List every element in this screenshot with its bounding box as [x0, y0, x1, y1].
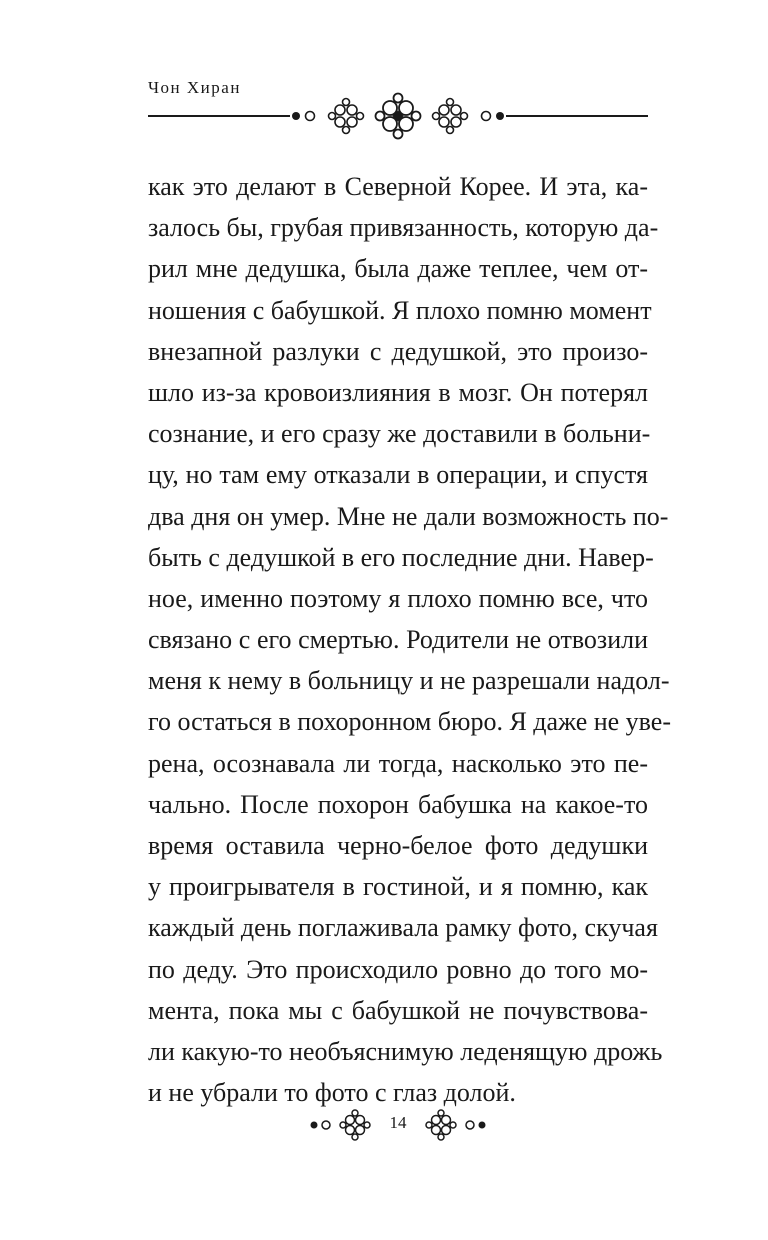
text-line: у проигрывателя в гостиной, и я помню, как: [148, 872, 648, 902]
text-line: как это делают в Северной Корее. И эта, ка-: [148, 172, 648, 201]
text-line: рена, осознавала ли тогда, насколько это пе-: [148, 748, 648, 778]
page-number: 14: [389, 1113, 407, 1132]
text-line: цу, но там ему отказали в операции, и спустя: [148, 460, 648, 490]
running-head-author: Чон Хиран: [148, 78, 241, 97]
text-line: меня к нему в больницу и не разрешали надол-: [148, 666, 670, 696]
text-line: залось бы, грубая привязанность, которую да-: [148, 213, 659, 243]
text-line: ное, именно поэтому я плохо помню все, что: [148, 583, 648, 613]
text-line: рил мне дедушка, была даже теплее, чем от-: [148, 254, 648, 284]
text-line: быть с дедушкой в его последние дни. Навер-: [148, 542, 654, 572]
text-line: ли какую-то необъяснимую леденящую дрожь: [148, 1036, 663, 1066]
page-folio: [300, 1105, 496, 1147]
text-line: по деду. Это происходило ровно до того мо-: [148, 954, 648, 984]
text-line: чально. После похорон бабушка на какое-то: [148, 789, 648, 819]
text-line: время оставила черно-белое фото дедушки: [148, 831, 648, 860]
body-text: [148, 166, 672, 1113]
text-line: внезапной разлуки с дедушкой, это произо-: [148, 336, 648, 366]
text-line: мента, пока мы с бабушкой не почувствова-: [148, 995, 648, 1025]
text-line: го остаться в похоронном бюро. Я даже не уве-: [148, 707, 672, 737]
text-line: связано с его смертью. Родители не отвозили: [148, 625, 648, 655]
text-line: два дня он умер. Мне не дали возможность по-: [148, 501, 669, 531]
text-line: каждый день поглаживала рамку фото, скучая: [148, 913, 658, 943]
text-line: шло из-за кровоизлияния в мозг. Он потерял: [148, 377, 648, 407]
header-ornament-rule: [148, 88, 648, 144]
text-line: и не убрали то фото с глаз долой.: [148, 1078, 516, 1108]
text-line: ношения с бабушкой. Я плохо помню момент: [148, 295, 652, 325]
text-line: сознание, и его сразу же доставили в больни-: [148, 419, 651, 449]
